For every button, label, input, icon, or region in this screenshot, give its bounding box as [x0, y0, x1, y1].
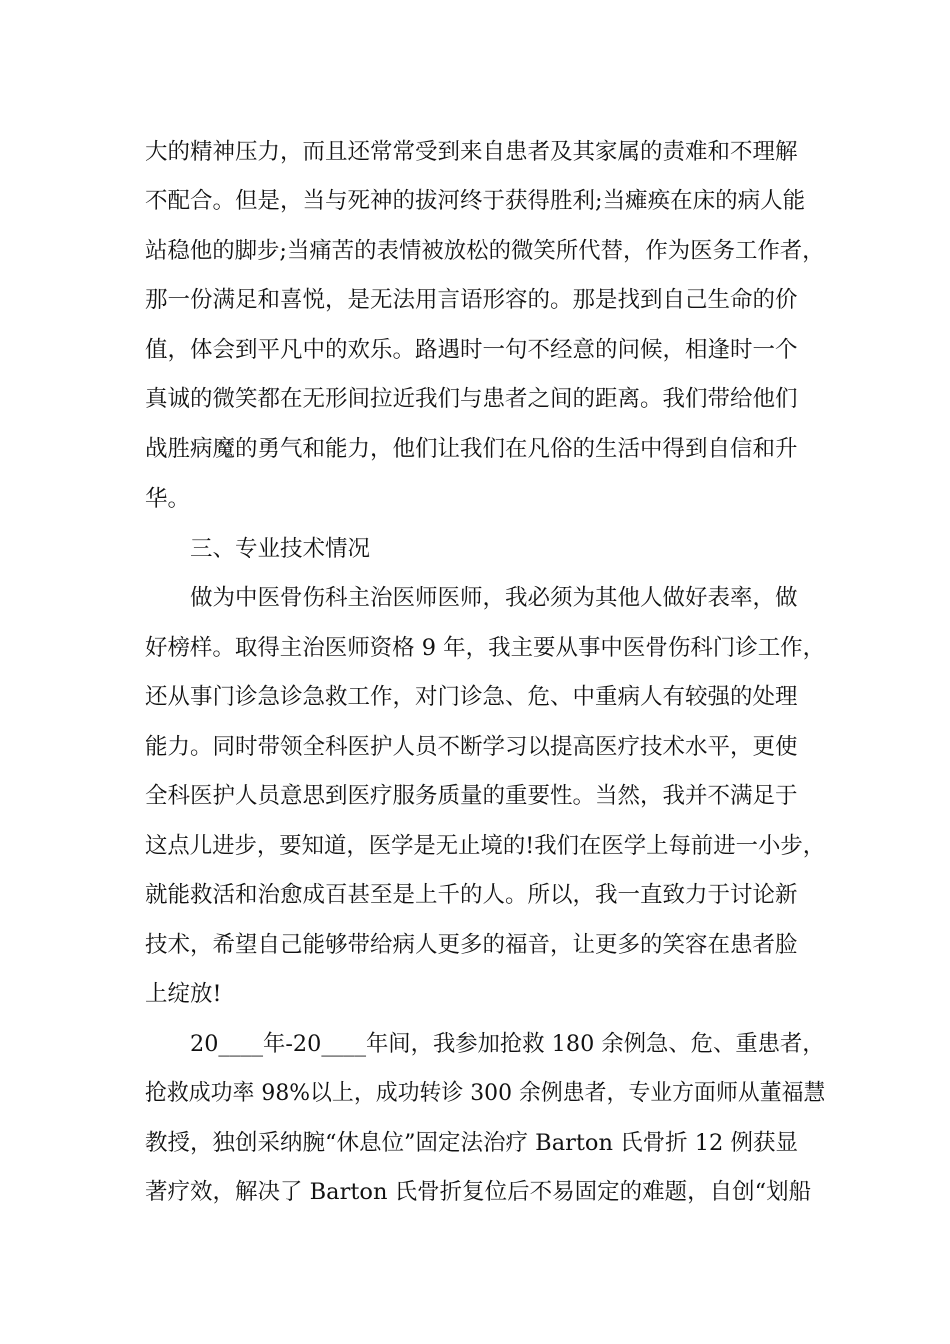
text-line: 好榜样。取得主治医师资格 9 年，我主要从事中医骨伤科门诊工作，: [145, 635, 826, 661]
text-line: 著疗效，解决了 Barton 氏骨折复位后不易固定的难题，自创“划船: [145, 1179, 812, 1205]
text-line: 抢救成功率 98%以上，成功转诊 300 余例患者，专业方面师从董福慧: [145, 1080, 826, 1106]
section-heading: 三、专业技术情况: [190, 536, 371, 562]
text-line: 做为中医骨伤科主治医师医师，我必须为其他人做好表率，做: [190, 585, 798, 611]
text-line: 这点儿进步，要知道，医学是无止境的!我们在医学上每前进一小步，: [145, 833, 826, 859]
text-line: 全科医护人员意思到医疗服务质量的重要性。当然，我并不满足于: [145, 783, 798, 809]
text-line: 大的精神压力，而且还常常受到来自患者及其家属的责难和不理解: [145, 139, 798, 165]
text-line: 战胜病魔的勇气和能力，他们让我们在凡俗的生活中得到自信和升: [145, 436, 798, 462]
text-line: 站稳他的脚步;当痛苦的表情被放松的微笑所代替，作为医务工作者，: [145, 238, 825, 264]
text-line: 不配合。但是，当与死神的拔河终于获得胜利;当瘫痪在床的病人能: [145, 188, 806, 214]
text-line: 就能救活和治愈成百甚至是上千的人。所以，我一直致力于讨论新: [145, 882, 798, 908]
text-line: 那一份满足和喜悦，是无法用言语形容的。那是找到自己生命的价: [145, 287, 798, 313]
text-line: 教授，独创采纳腕“休息位”固定法治疗 Barton 氏骨折 12 例获显: [145, 1130, 799, 1156]
text-line: 上绽放!: [145, 981, 222, 1007]
text-line: 值，体会到平凡中的欢乐。路遇时一句不经意的问候，相逢时一个: [145, 337, 798, 363]
text-line: 技术，希望自己能够带给病人更多的福音，让更多的笑容在患者脸: [145, 932, 798, 958]
text-line: 真诚的微笑都在无形间拉近我们与患者之间的距离。我们带给他们: [145, 386, 798, 412]
text-line: 20____年-20____年间，我参加抢救 180 余例急、危、重患者，: [190, 1031, 825, 1057]
text-line: 能力。同时带领全科医护人员不断学习以提高医疗技术水平，更使: [145, 734, 798, 760]
text-line: 还从事门诊急诊急救工作，对门诊急、危、中重病人有较强的处理: [145, 684, 798, 710]
text-line: 华。: [145, 486, 191, 512]
